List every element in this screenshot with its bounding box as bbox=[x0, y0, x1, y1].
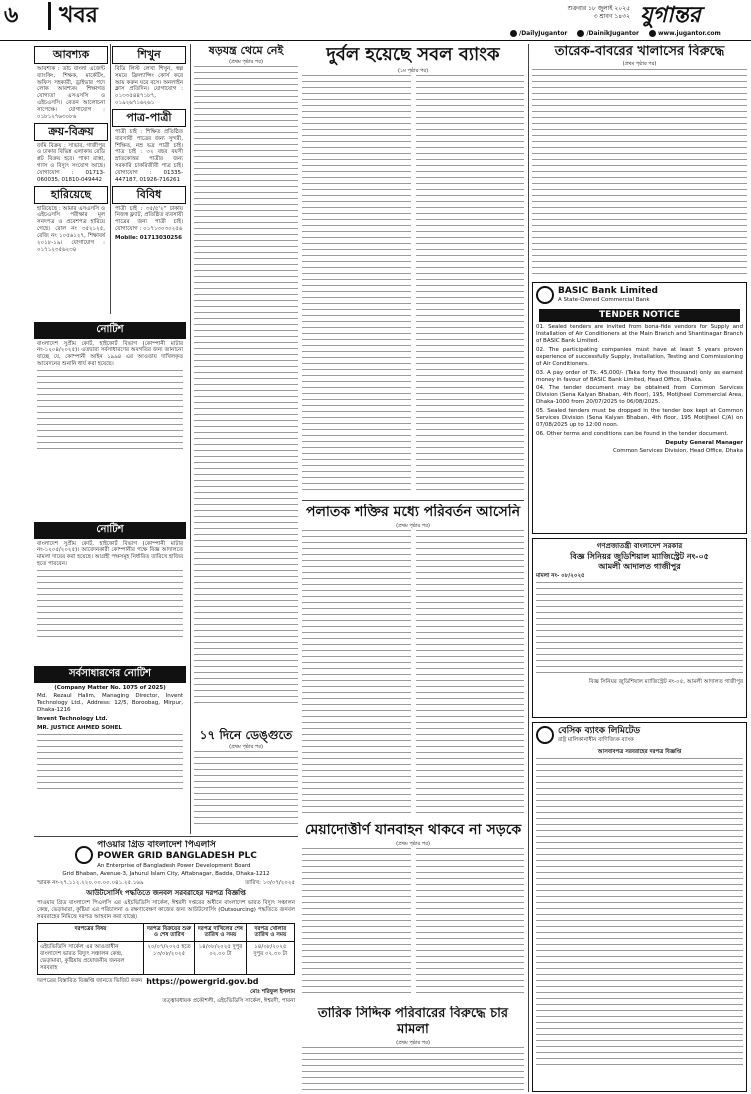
article-dengue-headline: ১৭ দিনে ডেঙ্গুতে bbox=[199, 728, 293, 742]
basic-bank-tender bbox=[532, 282, 747, 534]
court-notice-subtitle: আমলী আদালত গাজীপুর bbox=[598, 560, 681, 571]
bangla-bank-body bbox=[536, 758, 743, 1068]
notice-1-text-lines bbox=[37, 370, 183, 450]
article-vehicles bbox=[302, 822, 524, 1002]
public-notice-text-lines bbox=[37, 734, 183, 794]
pg-cell-open: ১৪/০৮/২০২৫ দুপুর ০২.৩০ টা bbox=[246, 942, 294, 975]
buysell-text: জমি বিক্রয় : সাভার, গাজীপুর ও ঢাকার বিভিন্ন এলাকায় রেডি প্লট বিক্রয় হবে। পাকা রাস্তা, গ্যাস ও বিদ্যুৎ সংযোগ আছে। যোগাযোগ : 01713-060035, 01810-049442 bbox=[37, 142, 105, 183]
header-rule bbox=[0, 40, 751, 41]
basic-bank-header bbox=[533, 283, 746, 307]
article-banks-col-a bbox=[302, 75, 411, 495]
youtube-link[interactable]: /DainikJugantor bbox=[577, 30, 639, 38]
article-vehicles-headline: মেয়াদোত্তীর্ণ যানবাহন থাকবে না সড়কে bbox=[304, 822, 522, 838]
court-notice-signature: বিজ্ঞ সিনিয়র জুডিশিয়াল ম্যাজিস্ট্রেট নং-০৫, আমলী আদালত গাজীপুর bbox=[588, 678, 743, 685]
power-grid-url[interactable]: https://powergrid.gov.bd bbox=[146, 976, 259, 986]
court-notice-court: বিজ্ঞ সিনিয়র জুডিশিয়াল ম্যাজিস্ট্রেট নং-০৫ bbox=[570, 550, 709, 561]
bangla-bank-notice bbox=[532, 722, 747, 1092]
article-fugitive-col-b bbox=[416, 530, 525, 814]
court-notice-body bbox=[536, 582, 743, 677]
article-banks-ref: (১ম পৃষ্ঠার পর) bbox=[397, 67, 429, 74]
article-dengue-body bbox=[194, 751, 298, 827]
article-tarique bbox=[532, 44, 747, 280]
notice-2 bbox=[34, 520, 186, 660]
facebook-link[interactable]: /DailyJugantor bbox=[510, 30, 567, 38]
article-four-cases-body bbox=[302, 1047, 524, 1092]
power-grid-header bbox=[34, 840, 298, 869]
article-conspiracy-headline: ষড়যন্ত্র থেমে নেই bbox=[208, 44, 284, 57]
notice-1-heading: নোটিশ bbox=[34, 322, 186, 339]
public-notice-judge: MR. JUSTICE AHMED SOHEL bbox=[37, 724, 122, 731]
needed-text: আবশ্যক : ডাচ বাংলা এজেন্ট ব্যাংকিং, শিক্ষক, মার্কেটিং, অফিস সহকারী, ড্রাইভার পদে লোক আবশ্যক। শিক্ষাগত যোগ্যতা এসএসসি ও এইচএসসি। বেতন আলোচনা সাপেক্ষে। যোগাযোগ : ০১৮১২৭৬৩০৮৬ bbox=[37, 65, 105, 120]
needed-heading: আবশ্যক bbox=[34, 46, 108, 64]
power-grid-name-en: POWER GRID BANGLADESH PLC bbox=[97, 851, 257, 862]
power-grid-notice bbox=[34, 840, 298, 1092]
basic-bank-name: BASIC Bank Limited bbox=[558, 286, 658, 296]
bangla-bank-header bbox=[533, 723, 746, 747]
bangla-bank-notice-title: আসবাবপত্র সরবরাহের দরপত্র বিজ্ঞপ্তি bbox=[597, 749, 682, 756]
article-banks-headline: দুর্বল হয়েছে সবল ব্যাংক bbox=[326, 44, 500, 65]
court-notice-govt: গণপ্রজাতন্ত্রী বাংলাদেশ সরকার bbox=[596, 541, 683, 550]
article-conspiracy-body bbox=[194, 66, 298, 706]
date-block bbox=[550, 5, 630, 22]
notice-1 bbox=[34, 320, 186, 520]
bangla-bank-name: বেসিক ব্যাংক লিমিটেড bbox=[558, 726, 641, 736]
power-grid-tagline: An Enterprise of Bangladesh Power Development Board bbox=[97, 862, 251, 869]
court-notice bbox=[532, 538, 747, 718]
education-text: বিডি লিস্ট লেখা শিখুন, স্বল্প সময়ে ফ্রিল্যান্সিং কোর্স করে আয় করুন ঘরে বসে। অনলাইন ক্লাস প্রতিদিন। যোগাযোগ : ০১৩৩৫৪৪৭১৮৭, ০১৯২৬৭১৬২৬১ bbox=[115, 65, 183, 107]
basic-bank-tagline: A State-Owned Commercial Bank bbox=[558, 297, 650, 304]
section-rule bbox=[34, 836, 298, 837]
col-divider bbox=[110, 44, 111, 314]
pg-cell-sale: ২০/০৭/২০২৫ হতে ১৩/০৮/২০২৫ bbox=[143, 942, 194, 975]
power-grid-notice-title: আউটসোর্সিং পদ্ধতিতে জনবল সরবরাহের দরপত্র বিজ্ঞপ্তি bbox=[86, 889, 246, 898]
power-grid-date: তারিখ: ১৩/০৭/২০২৫ bbox=[245, 880, 295, 887]
article-four-cases-ref: (প্রথম পৃষ্ঠার পর) bbox=[396, 1039, 430, 1046]
lost-text: হারিয়েছে : আমার এসএসসি ও এইচএসসি পরীক্ষার মূল সনদপত্র ও প্রবেশপত্র হারিয়ে গেছে। রোল নং ৩৫২১২৫, রেজি নং ১০৫৬১২৭, শিক্ষাবর্ষ ২০১৮-১৯। যোগাযোগ : ০১৭১২৩৫৬২৩৪ bbox=[37, 205, 105, 253]
power-grid-address: Grid Bhaban, Avenue-3, Jahurul Islam City, Aftabnagar, Badda, Dhaka-1212 bbox=[62, 871, 270, 878]
power-grid-designation: তত্ত্বাবধায়ক প্রকৌশলী, এইচভিডিসি সার্কেল, ঈশ্বরদী, পাবনা bbox=[162, 997, 295, 1004]
col-divider bbox=[190, 44, 191, 834]
tender-title: TENDER NOTICE bbox=[539, 309, 740, 322]
article-fugitive-headline: পলাতক শক্তির মধ্যে পরিবর্তন আসেনি bbox=[305, 504, 521, 520]
buysell-heading: ক্রয়-বিক্রয় bbox=[34, 123, 108, 141]
tender-item-1: 01. Sealed tenders are invited from bona-fide vendors for Supply and Installation of Air Conditioners at the Main Branch and Shantinagar Branch of BASIC Bank Limited. bbox=[536, 324, 743, 345]
tender-item-3: 03. A pay order of Tk. 45,000/- (Taka forty five thousand) only as earnest money in favour of BASIC Bank Limited, Head Office, Dhaka. bbox=[536, 369, 743, 383]
bangla-bank-logo-icon bbox=[536, 726, 554, 744]
classifieds-col-2 bbox=[112, 44, 186, 314]
social-links bbox=[510, 30, 721, 38]
public-notice-heading: সর্বসাধারণের নোটিশ bbox=[34, 666, 186, 683]
public-notice-names: Md. Rezaul Halim, Managing Director, Invent Technology Ltd., Address: 12/5, Boroobag, Mirpur, Dhaka-1216 bbox=[37, 693, 183, 714]
table-row bbox=[38, 942, 295, 975]
misc-mobile: Mobile: 01713030256 bbox=[115, 235, 182, 241]
bangla-bank-tagline: রাষ্ট্র মালিকানাধীন বাণিজ্যিক ব্যাংক bbox=[558, 737, 634, 744]
education-heading: শিখুন bbox=[112, 46, 186, 64]
court-notice-case: মামলা নং- ০৮/২০২৫ bbox=[536, 572, 585, 579]
matrimony-heading: পাত্র-পাত্রী bbox=[112, 109, 186, 127]
date-gregorian: শুক্রবার ১৮ জুলাই ২০২৫ bbox=[567, 5, 630, 12]
misc-text: পাত্রী চাই : ৩৫/৫'২" ঢাকায় নিজস্ব ফ্ল্যাট, প্রতিষ্ঠিত ব্যবসায়ী পাত্রের জন্য পাত্রী চাই। যোগাযোগ : ০১৭১৩০৩০২৫৬ bbox=[115, 205, 183, 233]
page-number: ৬ bbox=[4, 2, 19, 28]
tender-officer: Deputy General Manager bbox=[665, 439, 743, 446]
public-notice-company: Invent Technology Ltd. bbox=[37, 716, 108, 722]
article-fugitive-ref: (প্রথম পৃষ্ঠার পর) bbox=[396, 522, 430, 529]
power-grid-memo: স্মারক নং-২৭.১১২.২২০.০০.০০.০৪১.২৫.১৬৯ bbox=[37, 880, 144, 887]
misc-heading: বিবিধ bbox=[112, 186, 186, 204]
notice-2-body: বাংলাদেশ সুপ্রীম কোর্ট, হাইকোর্ট বিভাগ (কোম্পানী মাটার নং-১২০৫/২০২৫)। আবেদনকারী কোম্পানীর পক্ষে বিজ্ঞ আদালতে মামলা দায়ের করা হয়েছে। আগ্রহী পক্ষসমূহ নির্ধারিত তারিখে হাজির হতে পারবেন। bbox=[37, 540, 183, 568]
power-grid-signatory: মোঃ শরিফুল ইসলাম bbox=[250, 988, 295, 995]
section-title: খবর bbox=[48, 2, 98, 30]
article-vehicles-ref: (প্রথম পৃষ্ঠার পর) bbox=[396, 840, 430, 847]
article-banks-col-b bbox=[416, 75, 525, 495]
power-grid-table bbox=[37, 923, 295, 975]
tender-item-2: 02. The participating companies must have at least 5 years proven experience of successfully Supply, Installation, Testing and Commissioning of Air Conditioners. bbox=[536, 347, 743, 367]
article-banks bbox=[302, 44, 524, 500]
power-grid-body: পাওয়ার গ্রিড বাংলাদেশ পিএলসি এর এইচভিডিসি সার্কেল, ঈশ্বরদী দপ্তরের অধীনে বাংলাদেশ ভারত বিদ্যুৎ সঞ্চালন কেন্দ্র, ভেড়ামারা, কুষ্টিয়া এর পরিচালনা ও রক্ষণাবেক্ষণ কাজের জন্য আউটসোর্সিং (Outsourcing) পদ্ধতিতে জনবল সরবরাহের নিমিত্তে দরপত্র আহবান করা যাচ্ছে। bbox=[37, 899, 295, 920]
article-four-cases-headline: তারিক সিদ্দিক পরিবারের বিরুদ্ধে চার মামলা bbox=[317, 1006, 509, 1038]
article-fugitive-col-a bbox=[302, 530, 411, 814]
article-dengue-ref: (প্রথম পৃষ্ঠার পর) bbox=[229, 744, 263, 750]
tender-item-6: 06. Other terms and conditions can be found in the tender document. bbox=[536, 430, 729, 437]
article-fugitive bbox=[302, 504, 524, 814]
facebook-icon bbox=[510, 30, 517, 37]
notice-1-body: বাংলাদেশ সুপ্রীম কোর্ট, হাইকোর্ট বিভাগ (কোম্পানী মাটার নং-১২০৪/২০২৫)। এতদ্বারা সর্বসাধারণের অবগতির জন্য জানানো যাচ্ছে যে, কোম্পানী আইন ১৯৯৪ এর আওতায় দাখিলকৃত আবেদনের শুনানি ধার্য করা হয়েছে। bbox=[37, 340, 183, 368]
article-tarique-body bbox=[532, 69, 747, 274]
page-header bbox=[0, 0, 751, 40]
website-link[interactable]: www.jugantor.com bbox=[649, 30, 721, 38]
public-notice-matter: (Company Matter No. 1075 of 2025) bbox=[54, 684, 166, 691]
matrimony-text: পাত্রী চাই : শিক্ষিত প্রতিষ্ঠিত ব্যবসায়ী পাত্রের জন্য সুন্দরী, শিক্ষিত, নম্র ভদ্র পাত্রী চাই। পাত্র চাই : ৩২ বছর বয়সী স্নাতকোত্তর পাত্রীর জন্য সরকারি চাকরিজীবী পাত্র চাই। যোগাযোগ : 01335-447187, 01926-716261 bbox=[115, 128, 183, 183]
article-tarique-headline: তারেক-বাবরের খালাসের বিরুদ্ধে bbox=[554, 44, 725, 59]
article-vehicles-col-a bbox=[302, 848, 411, 998]
classifieds-col-1 bbox=[34, 44, 108, 314]
notice-2-heading: নোটিশ bbox=[34, 522, 186, 539]
pg-col-open: দরপত্র খোলার তারিখ ও সময় bbox=[246, 923, 294, 942]
basic-bank-logo-icon bbox=[536, 286, 554, 304]
power-grid-logo-icon bbox=[75, 846, 93, 864]
pg-col-subject: দরপত্রের বিষয় bbox=[38, 923, 144, 942]
article-four-cases bbox=[302, 1006, 524, 1092]
public-notice bbox=[34, 664, 186, 834]
pg-cell-subject: এইচভিডিসি সার্কেল এর আওতাধীন বাংলাদেশ ভারত বিদ্যুৎ সঞ্চালন কেন্দ্র, ভেড়ামারা, কুষ্টিয়ায় প্রয়োজনীয় জনবল সরবরাহ bbox=[38, 942, 144, 975]
tender-item-4: 04. The tender document may be obtained from Common Services Division (Sena Kalyan Bhaban, 4th floor), 195, Motijheel Commercial Area, Dhaka-1000 from 20/07/2025 to 06/08/2025. bbox=[536, 385, 743, 406]
tender-office: Common Services Division, Head Office, Dhaka bbox=[613, 448, 743, 455]
article-conspiracy-ref: (প্রথম পৃষ্ঠার পর) bbox=[229, 58, 263, 65]
power-grid-footer: দরপত্রের বিস্তারিত বিজ্ঞপ্তি জানতে ভিজিট করুন bbox=[37, 978, 143, 985]
lost-heading: হারিয়েছে bbox=[34, 186, 108, 204]
article-tarique-ref: (প্রথম পৃষ্ঠার পর) bbox=[622, 61, 657, 68]
power-grid-name-bn: পাওয়ার গ্রিড বাংলাদেশ পিএলসি bbox=[97, 840, 216, 850]
youtube-icon bbox=[577, 30, 584, 37]
pg-col-sale: দরপত্র বিক্রয়ের শুরু ও শেষ তারিখ bbox=[143, 923, 194, 942]
tender-item-5: 05. Sealed tenders must be dropped in the tender box kept at Common Services Division (Sena Kalyan Bhaban, 4th floor, 195 Motijheel C/A) on 07/08/2025 up to 12:00 noon. bbox=[536, 408, 743, 428]
article-conspiracy bbox=[194, 44, 298, 724]
globe-icon bbox=[649, 30, 656, 37]
date-bangla: ৩ শ্রাবণ ১৪৩২ bbox=[593, 13, 630, 21]
col-divider bbox=[528, 44, 529, 1092]
notice-2-text-lines bbox=[37, 570, 183, 640]
pg-col-submit: দরপত্র দাখিলের শেষ তারিখ ও সময় bbox=[195, 923, 247, 942]
article-dengue bbox=[194, 728, 298, 828]
masthead-logo: যুগান্তর bbox=[640, 2, 701, 28]
article-vehicles-col-b bbox=[416, 848, 525, 998]
section-rule bbox=[302, 500, 524, 501]
pg-cell-submit: ১৪/০৮/২০২৫ দুপুর ০২.০০ টা bbox=[195, 942, 247, 975]
